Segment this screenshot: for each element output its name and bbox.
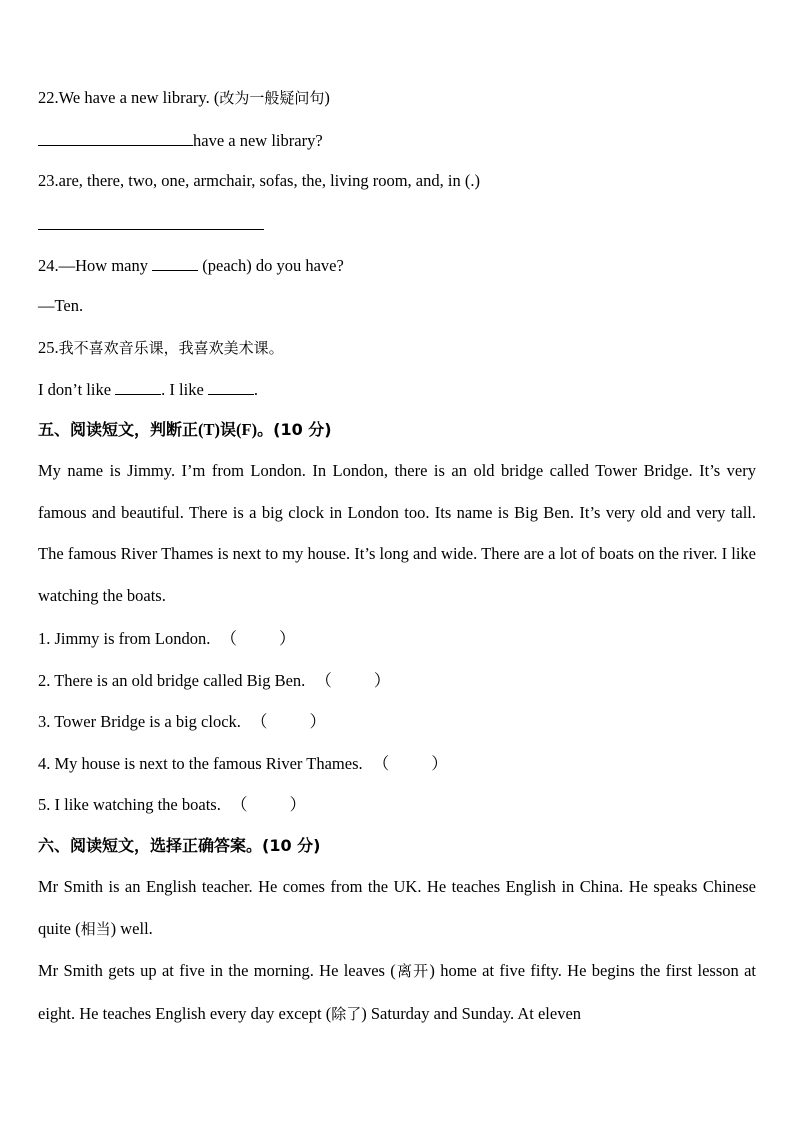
answer-middle: . I like [161, 380, 208, 399]
passage-text: ) well. [110, 918, 153, 938]
reply-text: —Ten. [38, 296, 84, 315]
question-24 [38, 255, 344, 276]
heading-text: 五、阅读短文，判断正 [38, 420, 199, 439]
passage-gloss-cn: 相当 [80, 919, 111, 938]
paren-open: （ [251, 712, 268, 731]
answer-end: . [253, 380, 259, 399]
question-number: 24. [38, 256, 59, 275]
dialogue-dash: — [58, 256, 76, 275]
paren-open: （ [230, 795, 248, 814]
answer-line-22 [38, 130, 323, 151]
question-text-cn: 我不喜欢音乐课，我喜欢美术课。 [58, 339, 284, 357]
heading-text: 。 [257, 420, 274, 439]
question-22 [38, 88, 330, 108]
tf-item-4 [38, 754, 448, 774]
item-text: 3. Tower Bridge is a big clock. [38, 712, 241, 731]
paren-close: ） [431, 754, 448, 773]
answer-line-25 [38, 379, 258, 400]
paren-close: ） [278, 629, 296, 648]
passage-text: ) Saturday and Sunday. At eleven [361, 1003, 582, 1023]
heading-text: 误 [220, 420, 237, 439]
instruction-cn: 改为一般疑问句 [219, 89, 325, 107]
answer-blank[interactable] [152, 255, 198, 271]
tf-item-2 [38, 671, 390, 691]
answer-blank[interactable] [38, 130, 193, 146]
question-23 [38, 171, 480, 191]
question-text: are, there, two, one, armchair, sofas, the, living room, and, in (.) [58, 171, 480, 190]
answer-suffix: have a new library? [193, 131, 323, 150]
tf-item-3 [38, 712, 326, 732]
heading-score: (10 分) [273, 420, 332, 439]
section-6-heading [38, 836, 320, 856]
paren-close: ） [309, 712, 327, 731]
answer-blank-1[interactable] [115, 379, 161, 395]
passage-gloss-cn: 除了 [331, 1004, 362, 1023]
answer-prefix: I don’t like [38, 380, 116, 399]
passage-text: Mr Smith gets up at five in the morning. He leaves ( [38, 961, 396, 980]
reading-passage-6-p2 [38, 950, 756, 1035]
question-text-end: (peach) do you have? [198, 256, 344, 275]
item-text: 1. Jimmy is from London. [38, 629, 211, 648]
tf-item-5 [38, 795, 306, 815]
paren-open: （ [372, 754, 390, 773]
paren-open: （ [220, 629, 237, 648]
passage-text: ) home at five fifty. He begins the first lesson at eight. He teaches English every day except ( [38, 961, 756, 1023]
tf-item-1 [38, 629, 295, 649]
answer-line-23 [38, 214, 264, 235]
heading-true-mark: (T) [198, 420, 221, 439]
section-5-heading [38, 420, 332, 440]
question-text: We have a new library. ( [58, 88, 220, 107]
passage-text: Mr Smith is an English teacher. He comes from the UK. He teaches English in China. He speaks Chinese quite ( [38, 877, 756, 938]
item-text: 2. There is an old bridge called Big Ben. [38, 671, 306, 690]
heading-false-mark: (F) [236, 420, 258, 439]
heading-score: (10 分) [262, 836, 321, 855]
item-text: 4. My house is next to the famous River Thames. [38, 754, 363, 773]
answer-blank[interactable] [38, 214, 264, 230]
paren-close: ） [289, 795, 306, 814]
reading-passage-6-p1 [38, 866, 756, 950]
item-text: 5. I like watching the boats. [38, 795, 221, 814]
heading-text: 六、阅读短文，选择正确答案。 [38, 836, 263, 855]
question-number: 25. [38, 338, 59, 357]
paren-open: （ [315, 671, 332, 690]
reading-passage: My name is Jimmy. I’m from London. In London, there is an old bridge called Tower Bridge. It’s very famous and beautiful. There is a big clock in London too. Its name is Big Ben. It’s very old and very tall. The famous River Thames is next to my house. It’s long and wide. There are a lot of boats on the river. I like watching the boats. [38, 461, 756, 606]
question-text: How many [75, 256, 153, 275]
paren-close: ） [373, 671, 391, 690]
passage-gloss-cn: 离开 [395, 962, 430, 980]
question-number: 23. [38, 171, 59, 190]
question-25 [38, 338, 284, 358]
question-number: 22. [38, 88, 59, 107]
answer-blank-2[interactable] [208, 379, 254, 395]
reply-24 [38, 296, 83, 316]
paren-close: ) [324, 88, 330, 107]
